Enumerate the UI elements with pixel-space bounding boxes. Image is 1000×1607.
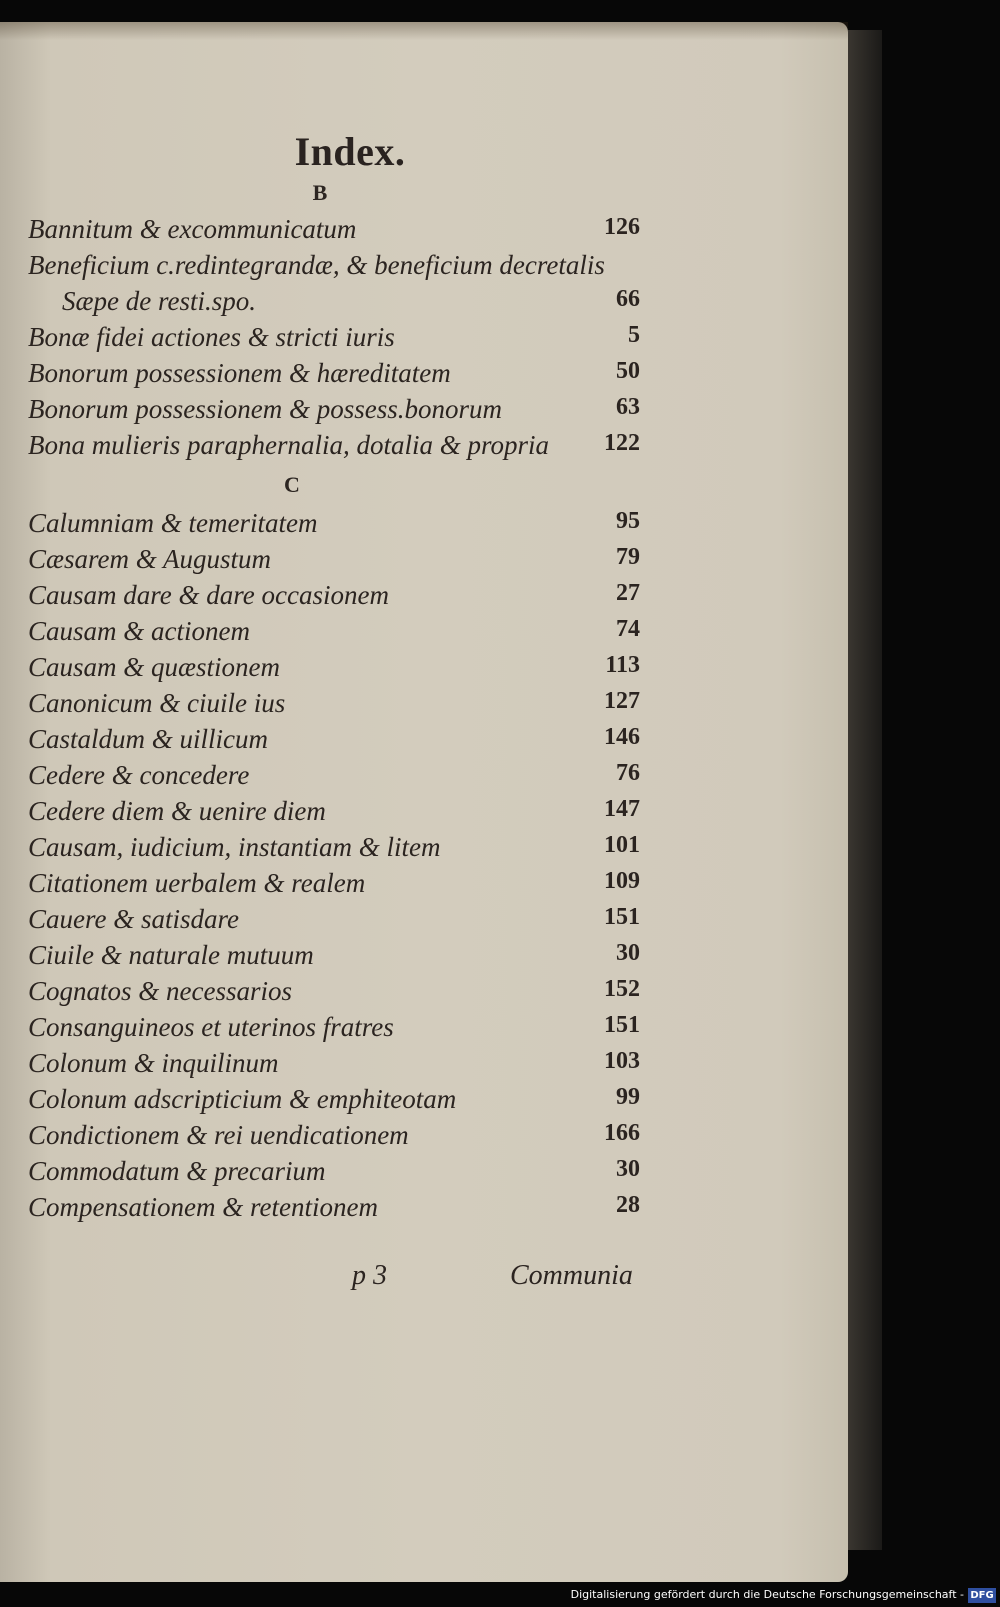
entry-term: Condictionem & rei uendicationem: [28, 1120, 409, 1150]
digitization-credit: Digitalisierung gefördert durch die Deutsche Forschungsgemeinschaft -: [570, 1588, 964, 1601]
section-letter-c: C: [284, 472, 300, 497]
entry-page: 30: [616, 940, 640, 966]
entry-page: 30: [616, 1156, 640, 1182]
entry-term: Citationem uerbalem & realem: [28, 868, 366, 898]
index-entry: [28, 940, 640, 974]
index-entry: [28, 1012, 640, 1046]
entry-term: Cognatos & necessarios: [28, 976, 293, 1006]
entry-page: 5: [628, 322, 640, 348]
index-entry: [28, 652, 640, 686]
entry-page: 146: [604, 724, 640, 750]
section-letter-b: B: [312, 180, 328, 205]
page-edge-shadow: [848, 30, 882, 1550]
entry-page: 151: [604, 1012, 640, 1038]
entry-term: Canonicum & ciuile ius: [28, 688, 286, 718]
signature-mark: p 3: [352, 1260, 387, 1291]
entry-page: 122: [604, 430, 640, 456]
index-entry: [28, 508, 640, 542]
index-entry: [28, 1120, 640, 1154]
index-entry: [28, 796, 640, 830]
index-entry: [28, 724, 640, 758]
entry-term: Bonorum possessionem & hæreditatem: [28, 358, 451, 388]
entry-term: Calumniam & temeritatem: [28, 508, 318, 538]
entry-page: 109: [604, 868, 640, 894]
index-entry: [28, 760, 640, 794]
index-entry: [28, 904, 640, 938]
entry-page: 113: [605, 652, 640, 678]
entry-page: 27: [616, 580, 640, 606]
index-entry: [28, 688, 640, 722]
index-entry: [28, 430, 640, 464]
entry-term: Cedere diem & uenire diem: [28, 796, 326, 826]
entry-page: 79: [616, 544, 640, 570]
entry-page: 63: [616, 394, 640, 420]
entry-page: 74: [616, 616, 640, 642]
page-title: Index.: [294, 129, 406, 174]
entry-page: 95: [616, 508, 640, 534]
entry-term: Compensationem & retentionem: [28, 1192, 378, 1222]
page-top-shadow: [0, 22, 848, 40]
index-entry: [28, 358, 640, 392]
entry-term: Bonorum possessionem & possess.bonorum: [28, 394, 503, 424]
index-entry: [28, 1192, 640, 1226]
entry-term: Causam & actionem: [28, 616, 250, 646]
entry-term: Bona mulieris paraphernalia, dotalia & propria: [28, 430, 550, 460]
index-entry: [28, 544, 640, 578]
entry-page: 127: [604, 688, 640, 714]
entry-term: Colonum & inquilinum: [28, 1048, 279, 1078]
entry-term: Castaldum & uillicum: [28, 724, 269, 754]
index-entry: [28, 394, 640, 428]
index-entry: [28, 1048, 640, 1082]
entry-page: 66: [616, 286, 640, 312]
entry-term: Causam, iudicium, instantiam & litem: [28, 832, 441, 862]
entry-term: Cæsarem & Augustum: [28, 544, 272, 574]
index-entry: [28, 616, 640, 650]
entry-term: Cedere & concedere: [28, 760, 250, 790]
index-entry: [28, 214, 640, 248]
index-entry: [28, 832, 640, 866]
entry-term: Ciuile & naturale mutuum: [28, 940, 314, 970]
book-page: [0, 22, 848, 1582]
index-entry: [28, 580, 640, 614]
index-entry: [28, 868, 640, 902]
entry-term: Causam dare & dare occasionem: [28, 580, 389, 610]
entry-term: Causam & quæstionem: [28, 652, 281, 682]
index-entry-continuation: [62, 286, 640, 320]
entry-term: Beneficium c.redintegrandæ, & beneficium decretalis: [28, 250, 605, 280]
index-entry: [28, 250, 640, 284]
entry-page: 152: [604, 976, 640, 1002]
entry-page: 99: [616, 1084, 640, 1110]
entry-term: Colonum adscripticium & emphiteotam: [28, 1084, 457, 1114]
entry-term: Bonæ fidei actiones & stricti iuris: [28, 322, 395, 352]
dfg-logo: DFG: [968, 1588, 996, 1603]
entry-page: 28: [616, 1192, 640, 1218]
entry-term: Cauere & satisdare: [28, 904, 239, 934]
entry-page: 50: [616, 358, 640, 384]
entry-page: 126: [604, 214, 640, 240]
index-entry: [28, 1156, 640, 1190]
entry-term: Commodatum & precarium: [28, 1156, 326, 1186]
index-entry: [28, 976, 640, 1010]
entry-page: 103: [604, 1048, 640, 1074]
catchword: Communia: [510, 1260, 633, 1291]
index-entry: [28, 1084, 640, 1118]
entry-page: 166: [604, 1120, 640, 1146]
entry-term: Consanguineos et uterinos fratres: [28, 1012, 394, 1042]
entry-page: 101: [604, 832, 640, 858]
index-entry: [28, 322, 640, 356]
entry-term: Bannitum & excommunicatum: [28, 214, 357, 244]
entry-page: 151: [604, 904, 640, 930]
entry-term: Sæpe de resti.spo.: [62, 286, 256, 316]
entry-page: 76: [616, 760, 640, 786]
entry-page: 147: [604, 796, 640, 822]
